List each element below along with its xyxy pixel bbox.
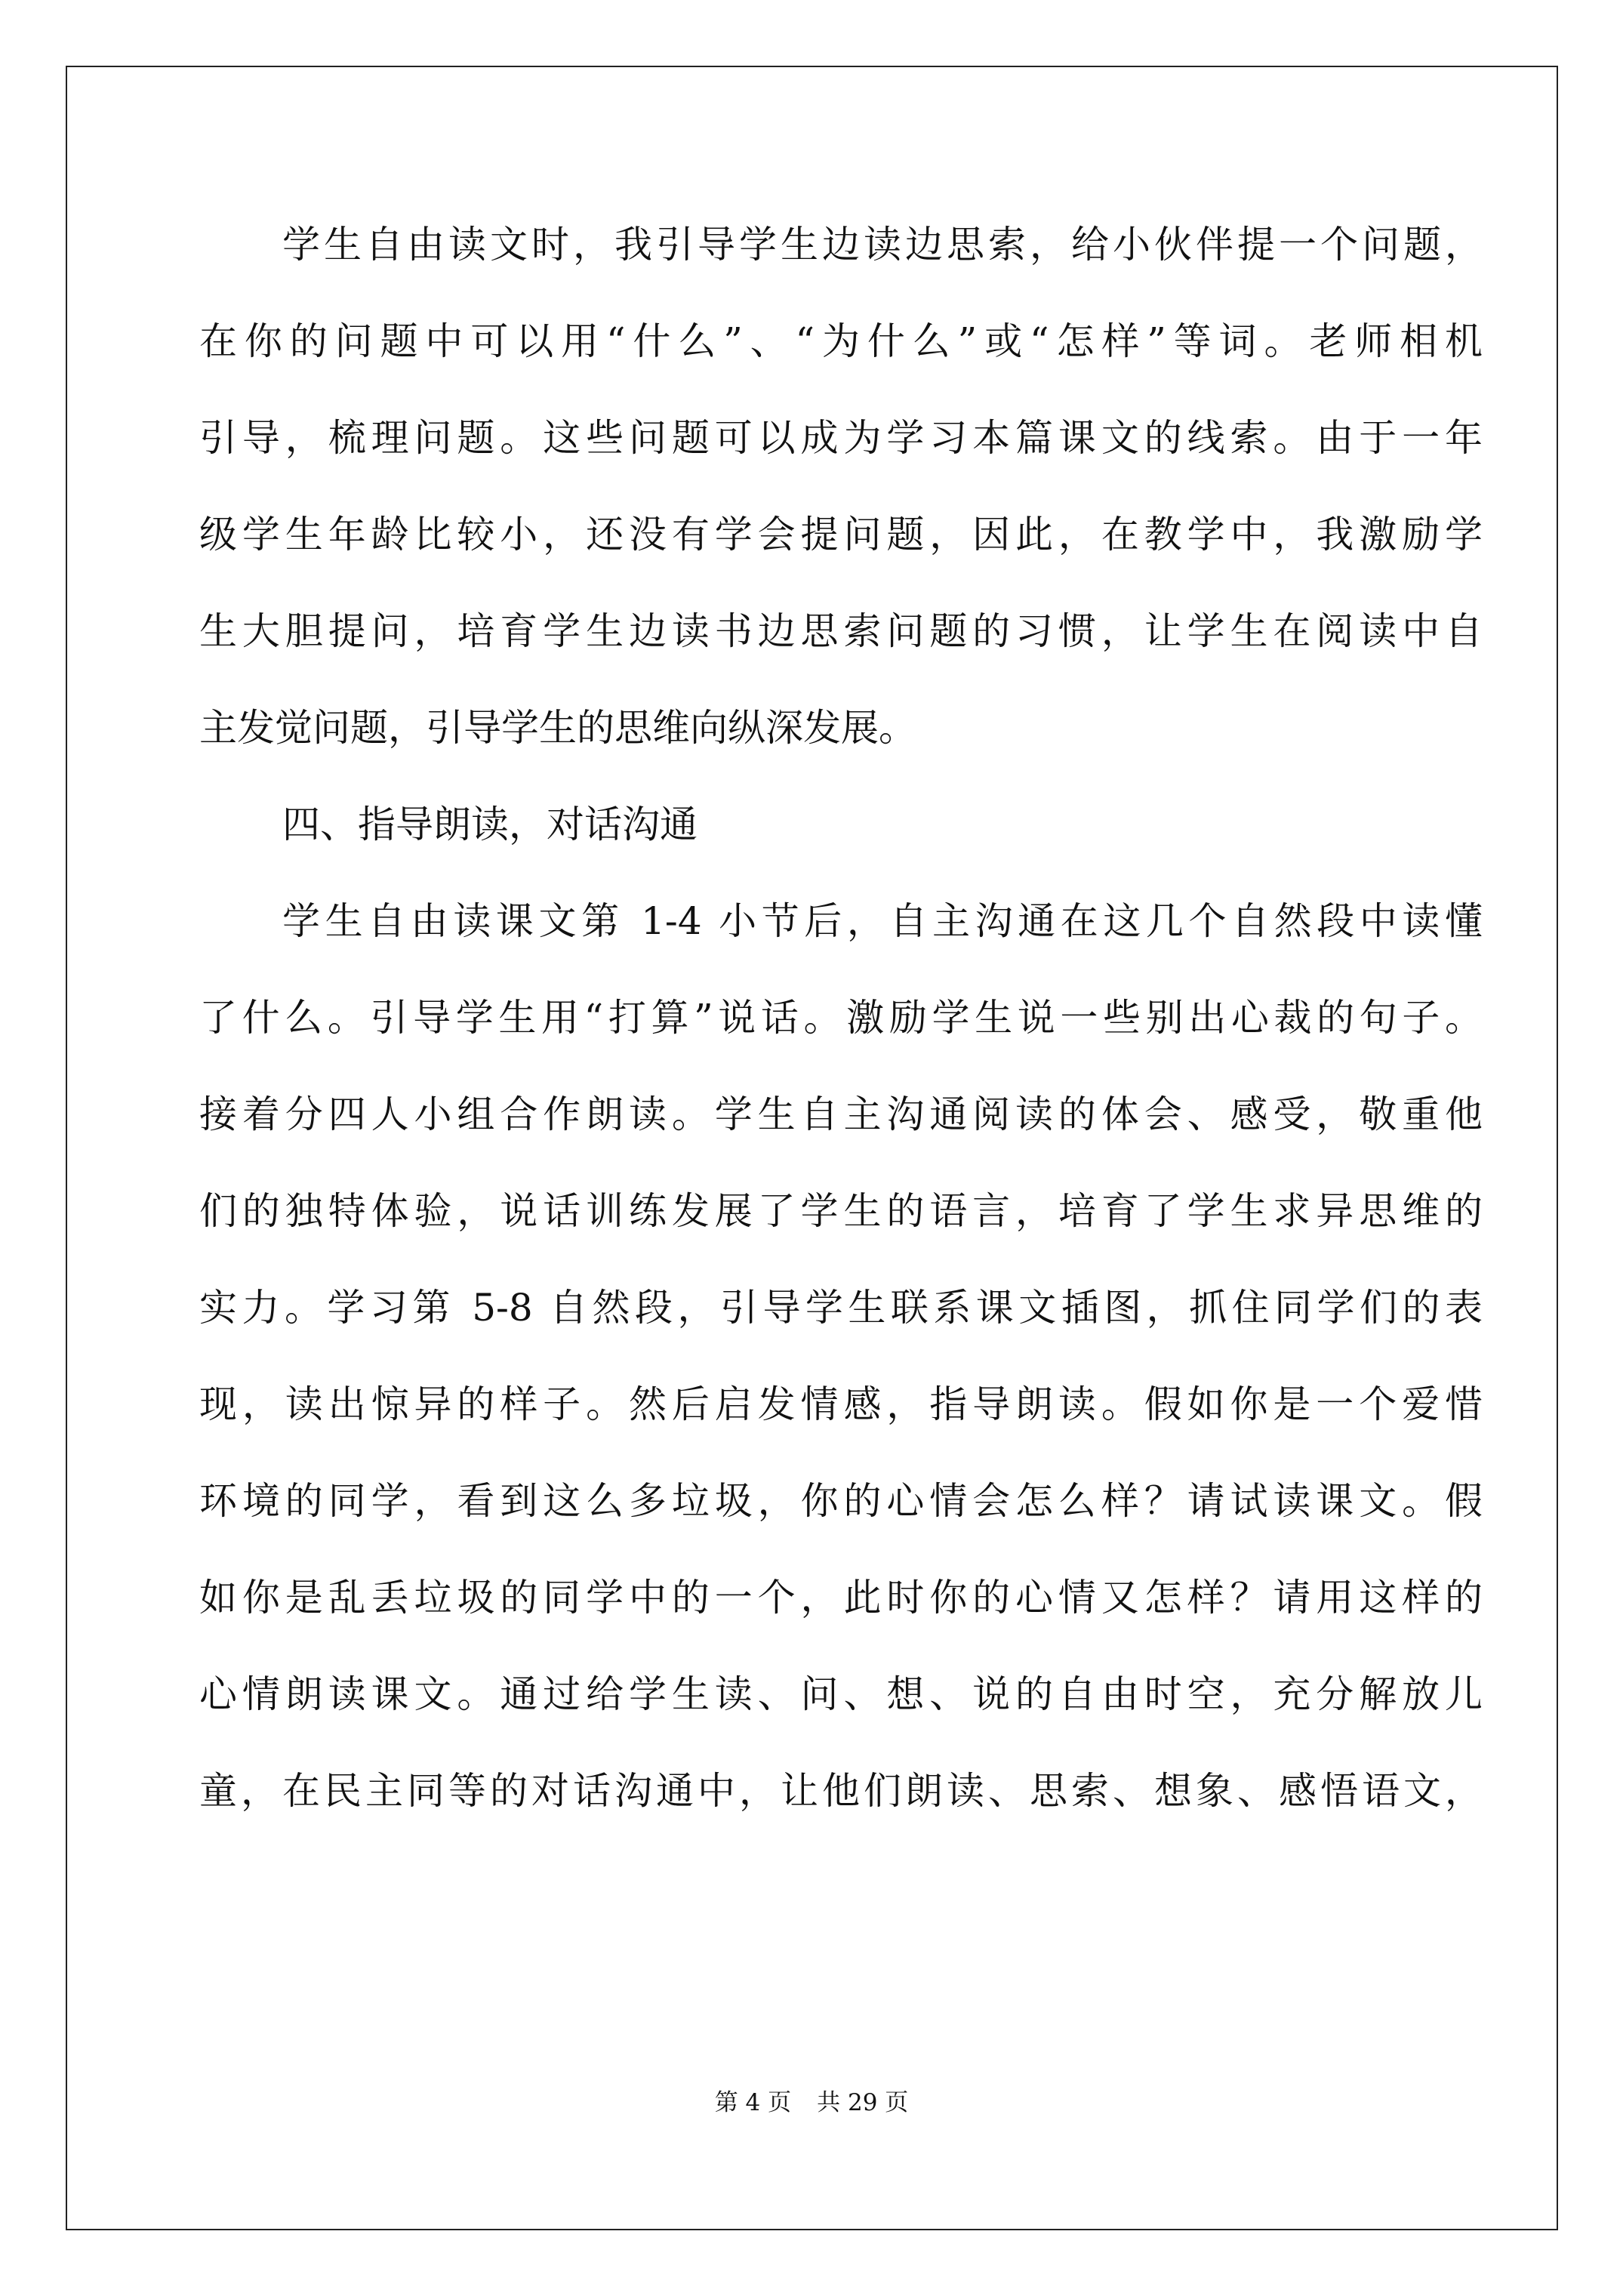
paragraph-line: 学生自由读课文第 1-4 小节后，自主沟通在这几个自然段中读懂 [282,899,1483,943]
paragraph-line: 引导，梳理问题。这些问题可以成为学习本篇课文的线索。由于一年 [199,416,1483,460]
section-heading: 四、指导朗读，对话沟通 [282,803,698,846]
paragraph-line: 如你是乱丢垃圾的同学中的一个，此时你的心情又怎样？请用这样的 [199,1576,1483,1620]
document-body [199,196,1483,1839]
paragraph-line: 学生自由读文时，我引导学生边读边思索，给小伙伴提一个问题， [282,223,1483,267]
paragraph-line: 在你的问题中可以用“什么”、“为什么”或“怎样”等词。老师相机 [199,319,1483,363]
paragraph-line: 现，读出惊异的样子。然后启发情感，指导朗读。假如你是一个爱惜 [199,1382,1483,1426]
paragraph-line: 生大胆提问，培育学生边读书边思索问题的习惯，让学生在阅读中自 [199,609,1483,653]
total-pages: 共 29 页 [817,2089,909,2116]
paragraph-line: 接着分四人小组合作朗读。学生自主沟通阅读的体会、感受，敬重他 [199,1093,1483,1136]
paragraph-line: 环境的同学，看到这么多垃圾，你的心情会怎么样？请试读课文。假 [199,1479,1483,1523]
paragraph-line: 童，在民主同等的对话沟通中，让他们朗读、思索、想象、感悟语文， [199,1769,1483,1813]
paragraph-line: 实力。学习第 5-8 自然段，引导学生联系课文插图，抓住同学们的表 [199,1286,1483,1330]
paragraph-line: 们的独特体验，说话训练发展了学生的语言，培育了学生求异思维的 [199,1189,1483,1233]
page-number: 第 4 页 [714,2089,792,2116]
paragraph-line: 级学生年龄比较小，还没有学会提问题，因此，在教学中，我激励学 [199,513,1483,556]
paragraph-line: 主发觉问题，引导学生的思维向纵深发展。 [199,706,916,750]
page-footer [0,2088,1623,2118]
paragraph-line: 了什么。引导学生用“打算”说话。激励学生说一些别出心裁的句子。 [199,996,1483,1040]
paragraph-line: 心情朗读课文。通过给学生读、问、想、说的自由时空，充分解放儿 [199,1672,1483,1716]
